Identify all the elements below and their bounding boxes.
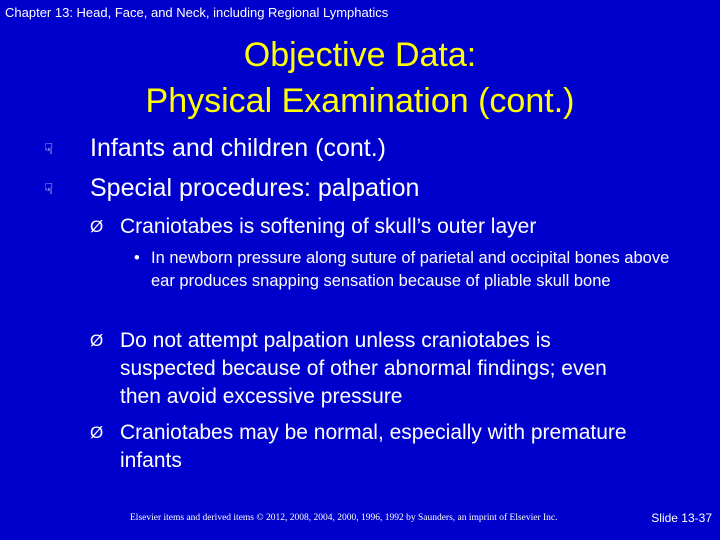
bullet-text: Special procedures: palpation (90, 174, 420, 202)
chapter-header: Chapter 13: Head, Face, and Neck, including Regional Lymphatics (5, 5, 389, 20)
arrow-right-icon: Ø (90, 217, 104, 236)
bullet-item (44, 134, 386, 163)
slide-title-line-2: Physical Examination (cont.) (145, 82, 575, 120)
bullet-dot-icon: • (134, 249, 140, 267)
sub-bullet-text: Do not attempt palpation unless craniotabes is suspected because of other abnormal findings; even then avoid excessive pressure (120, 329, 607, 408)
slide-title-line-1: Objective Data: (243, 36, 477, 74)
bullet-text: Infants and children (cont.) (90, 134, 386, 162)
slide-title (0, 32, 720, 124)
sub-sub-bullet-item (134, 247, 674, 293)
hand-pointer-icon: ☟ (44, 181, 54, 199)
sub-bullet-item (90, 327, 650, 411)
arrow-right-icon: Ø (90, 423, 104, 442)
sub-sub-bullet-text: In newborn pressure along suture of parietal and occipital bones above ear produces snapping sensation because of pliable skull bone (151, 249, 670, 290)
arrow-right-icon: Ø (90, 331, 104, 350)
sub-bullet-item (90, 419, 650, 475)
sub-bullet-item (90, 213, 650, 241)
slide-number: Slide 13-37 (651, 511, 712, 525)
copyright-notice: Elsevier items and derived items © 2012, 2008, 2004, 2000, 1996, 1992 by Saunders, an imprint of Elsevier Inc. (130, 513, 558, 523)
sub-bullet-text: Craniotabes may be normal, especially with premature infants (120, 421, 627, 472)
bullet-item (44, 174, 419, 203)
sub-bullet-text: Craniotabes is softening of skull’s outer layer (120, 215, 537, 238)
hand-pointer-icon: ☟ (44, 141, 54, 159)
